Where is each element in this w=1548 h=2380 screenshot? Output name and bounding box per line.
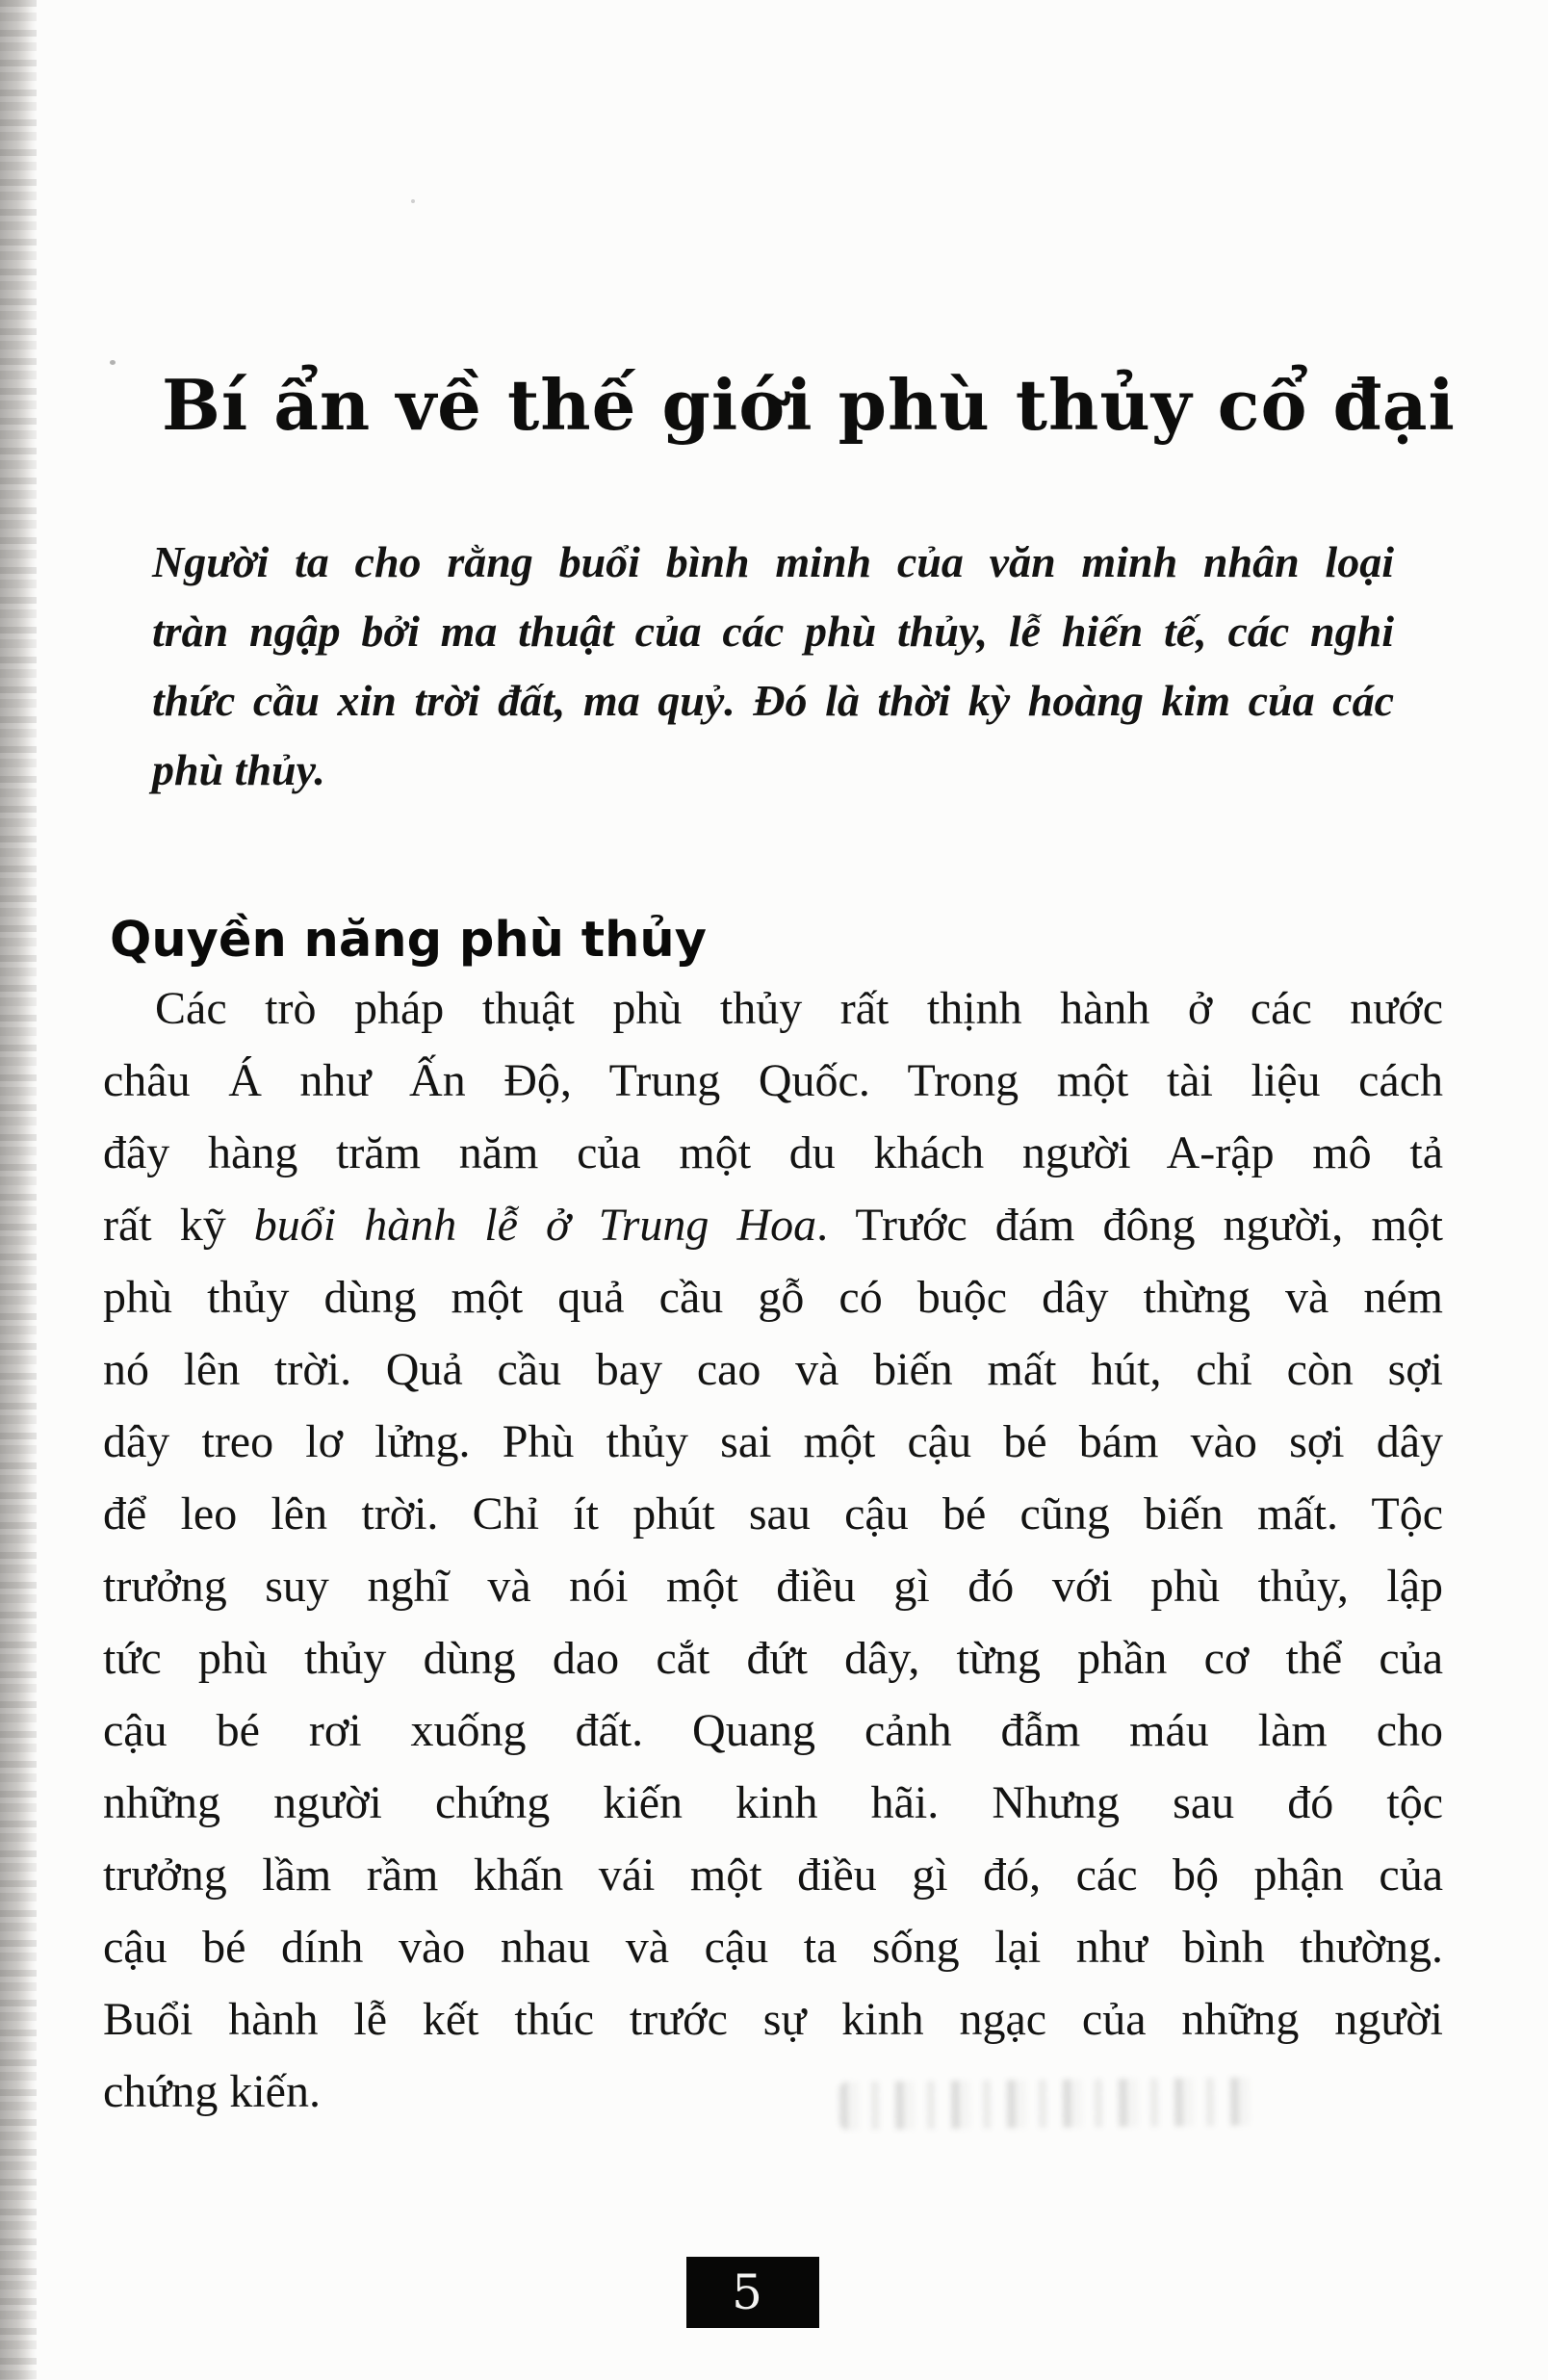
body-line: Các trò pháp thuật phù thủy rất thịnh hành ở các nước [155,983,1443,1034]
body-line: để leo lên trời. Chỉ ít phút sau cậu bé cũng biến mất. Tộc [103,1488,1443,1539]
body-line [103,1189,1443,1261]
body-line: đây hàng trăm năm của một du khách người A-rập mô tả [103,1127,1443,1178]
scan-speck-artifact [110,360,116,365]
body-line-segment: . Trước đám đông người, một [816,1200,1444,1251]
page-number: 5 [732,2264,762,2320]
body-line: châu Á như Ấn Độ, Trung Quốc. Trong một tài liệu cách [103,1055,1443,1106]
body-line: tức phù thủy dùng dao cắt đứt dây, từng phần cơ thể của [103,1633,1443,1684]
body-line: dây treo lơ lửng. Phù thủy sai một cậu bé bám vào sợi dây [103,1416,1443,1467]
body-paragraph [103,972,1443,2128]
body-line: trưởng suy nghĩ và nói một điều gì đó với phù thủy, lập [103,1561,1443,1612]
intro-line: thức cầu xin trời đất, ma quỷ. Đó là thời kỳ hoàng kim của các [152,676,1394,725]
page-title: Bí ẩn về thế giới phù thủy cổ đại [162,364,1456,447]
intro-line: Người ta cho rằng buổi bình minh của văn minh nhân loại [152,537,1394,586]
body-line: phù thủy dùng một quả cầu gỗ có buộc dây thừng và ném [103,1272,1443,1323]
body-line: cậu bé dính vào nhau và cậu ta sống lại như bình thường. [103,1922,1443,1973]
section-heading: Quyền năng phù thủy [110,912,707,970]
scan-gutter-edge-artifact [0,0,37,2380]
body-line: trưởng lầm rầm khấn vái một điều gì đó, các bộ phận của [103,1850,1443,1901]
page-number-badge [686,2257,819,2328]
body-line: những người chứng kiến kinh hãi. Nhưng sau đó tộc [103,1777,1443,1828]
scan-speck-artifact [411,199,415,203]
body-line: cậu bé rơi xuống đất. Quang cảnh đẫm máu làm cho [103,1705,1443,1756]
intro-paragraph [152,528,1394,805]
body-line: nó lên trời. Quả cầu bay cao và biến mất hút, chỉ còn sợi [103,1344,1443,1395]
body-line: chứng kiến. [103,2066,321,2117]
body-line-segment-italic: buổi hành lễ ở Trung Hoa [253,1200,817,1251]
intro-line: tràn ngập bởi ma thuật của các phù thủy, lễ hiến tế, các nghi [152,607,1394,656]
body-line-segment: rất kỹ [103,1200,226,1251]
intro-line: phù thủy. [152,745,325,794]
bleed-through-artifact [839,2078,1254,2131]
body-line: Buổi hành lễ kết thúc trước sự kinh ngạc của những người [103,1994,1443,2045]
